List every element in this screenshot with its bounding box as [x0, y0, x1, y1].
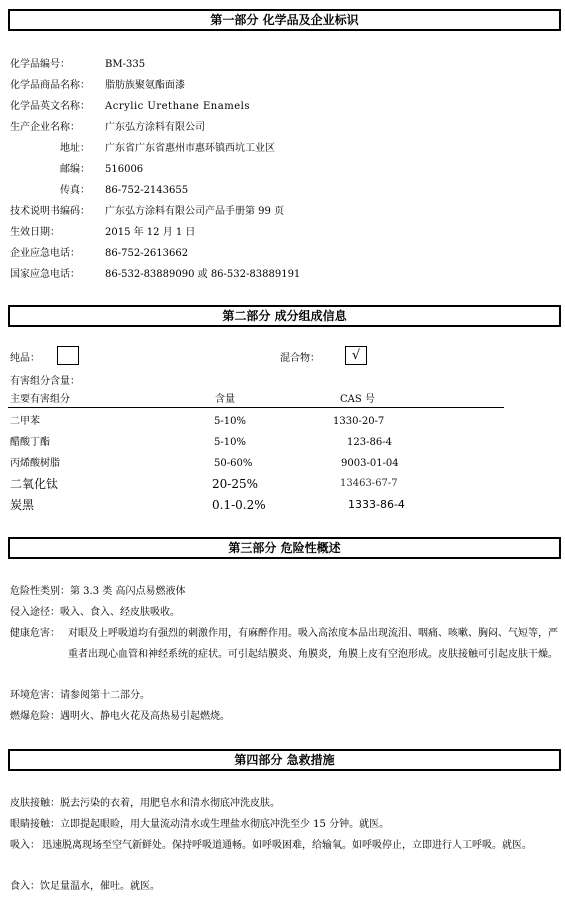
environment-hazard-value: 请参阅第十二部分。	[60, 690, 150, 701]
table-divider	[8, 407, 504, 408]
skin-contact-label: 皮肤接触：	[10, 798, 60, 809]
ingestion	[10, 880, 160, 894]
fire-hazard-label: 燃爆危险：	[10, 711, 60, 722]
pure-checkbox[interactable]	[57, 346, 79, 365]
hazard-category	[10, 585, 185, 599]
environment-hazard	[10, 689, 150, 703]
skin-contact	[10, 797, 280, 811]
col-header-content: 含量	[215, 394, 235, 405]
mixture-checkbox[interactable]: √	[345, 346, 367, 365]
mixture-label: 混合物：	[280, 353, 320, 364]
inhalation	[10, 835, 562, 856]
inhalation-value: 迅速脱离现场至空气新鲜处。保持呼吸道通畅。如呼吸困难，给输氧。如呼吸停止，立即进行人工呼吸。就医。	[42, 840, 532, 851]
section4-title: 第四部分 急救措施	[8, 749, 561, 771]
col-header-component: 主要有害组分	[10, 394, 70, 405]
entry-route-label: 侵入途径：	[10, 607, 60, 618]
ingestion-label: 食入：	[10, 881, 40, 892]
inhalation-label: 吸入：	[10, 840, 40, 851]
fire-hazard	[10, 710, 230, 724]
environment-hazard-label: 环境危害：	[10, 690, 60, 701]
fire-hazard-value: 遇明火、静电火花及高热易引起燃烧。	[60, 711, 230, 722]
section1-title: 第一部分 化学品及企业标识	[8, 9, 561, 31]
section3-title: 第三部分 危险性概述	[8, 537, 561, 559]
health-hazard	[10, 623, 562, 665]
ingestion-value: 饮足量温水，催吐。就医。	[40, 881, 160, 892]
entry-route-value: 吸入、食入、经皮肤吸收。	[60, 607, 180, 618]
health-hazard-label: 健康危害：	[10, 628, 60, 639]
eye-contact-value: 立即提起眼睑，用大量流动清水或生理盐水彻底冲洗至少 15 分钟。就医。	[60, 819, 390, 830]
skin-contact-value: 脱去污染的衣着，用肥皂水和清水彻底冲洗皮肤。	[60, 798, 280, 809]
hazard-category-label: 危险性类别：	[10, 586, 70, 597]
health-hazard-value: 对眼及上呼吸道均有强烈的刺激作用，有麻醉作用。吸入高浓度本品出现流泪、咽痛、咳嗽、胸闷、气短等，严重者出现心血管和神经系统的症状。可引起结膜炎、角膜炎，角膜上皮有空泡形成。皮肤接触可引起皮肤干燥。	[68, 628, 558, 660]
hazard-content-label: 有害组分含量：	[10, 376, 80, 387]
hazard-category-value: 第 3.3 类 高闪点易燃液体	[70, 586, 186, 597]
pure-label: 纯品：	[10, 353, 40, 364]
eye-contact	[10, 818, 389, 832]
col-header-cas: CAS 号	[340, 394, 375, 405]
eye-contact-label: 眼睛接触：	[10, 819, 60, 830]
section2-title: 第二部分 成分组成信息	[8, 305, 561, 327]
entry-route	[10, 606, 180, 620]
